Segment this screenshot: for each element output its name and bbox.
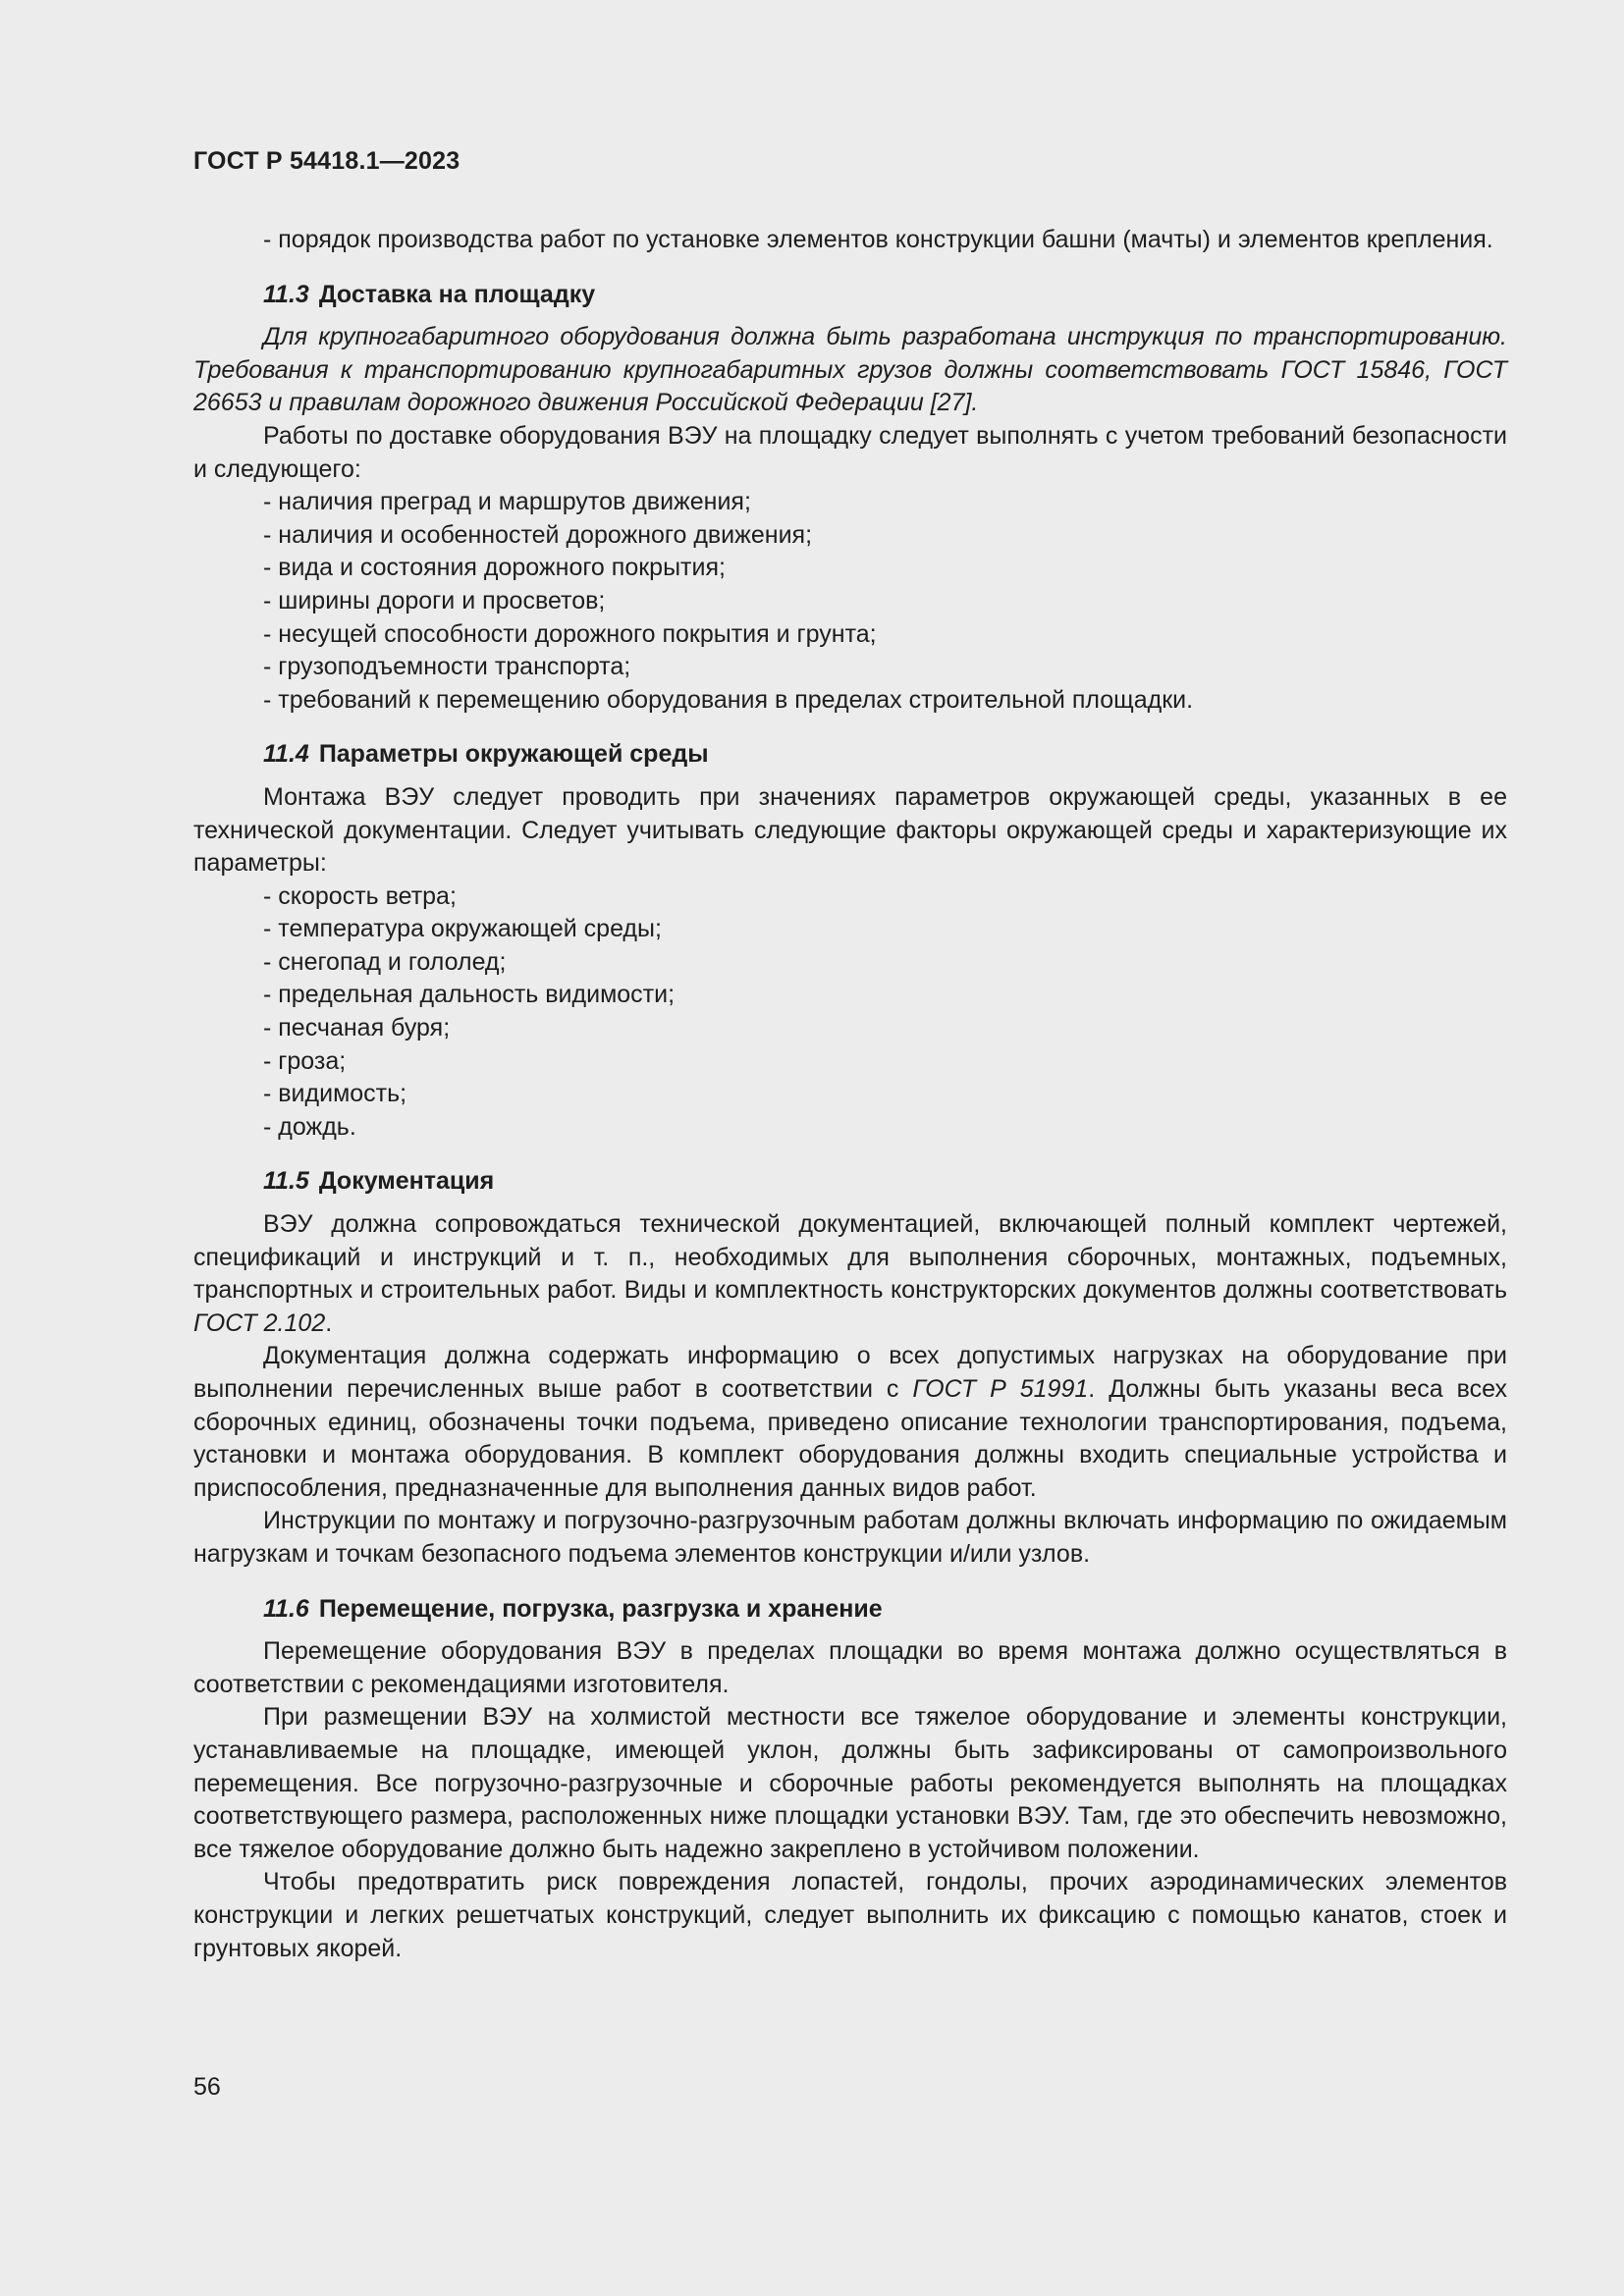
paragraph [193,1340,1507,1505]
paragraph: Монтажа ВЭУ следует проводить при значениях параметров окружающей среды, указанных в ее технической документации. Следует учитывать следующие факторы окружающей среды и характеризующие их параметры: [193,782,1507,878]
list-item: - требований к перемещению оборудования в пределах строительной площадки. [263,685,1194,714]
section-number: 11.5 [263,1167,309,1196]
document-code-header: ГОСТ Р 54418.1—2023 [193,147,460,175]
section-title: Документация [318,1167,495,1196]
paragraph-text: . [325,1308,333,1337]
list-item: - дождь. [263,1112,356,1141]
page-number: 56 [193,2073,221,2101]
standard-reference: ГОСТ Р 51991 [912,1375,1089,1403]
paragraph: Перемещение оборудования ВЭУ в пределах площадки во время монтажа должно осуществляться в соответствии с рекомендациями изготовителя. [193,1637,1507,1698]
paragraph-text: ВЭУ должна сопровождаться технической документацией, включающей полный комплект чертежей, спецификаций и инструкций и т. п., необходимых для выполнения сборочных, монтажных, подъемных, транспортных и строительных работ. Виды и комплектность конструкторских документов должны соответствовать [193,1210,1507,1305]
list-item: - несущей способности дорожного покрытия и грунта; [263,619,877,648]
paragraph: Работы по доставке оборудования ВЭУ на площадку следует выполнять с учетом требований безопасности и следующего: [193,421,1507,483]
page-content [193,224,1507,1965]
section-number: 11.4 [263,740,309,769]
section-title: Параметры окружающей среды [318,740,709,769]
paragraph-text: . Должны быть указаны веса всех сборочных единиц, обозначены точки подъема, приведено описание технологии транспортирования, подъема, установки и монтажа оборудования. В комплект оборудования должны входить специальные устройства и приспособления, предназначенные для выполнения данных видов работ. [193,1375,1507,1502]
paragraph: Чтобы предотвратить риск повреждения лопастей, гондолы, прочих аэродинамических элементов конструкции и легких решетчатых конструкций, следует выполнить их фиксацию с помощью канатов, стоек и грунтовых якорей. [193,1868,1507,1962]
list-item: - песчаная буря; [263,1014,451,1042]
list-item: - наличия преград и маршрутов движения; [263,488,751,516]
list-item: - вида и состояния дорожного покрытия; [263,554,726,582]
section-number: 11.6 [263,1594,309,1623]
section-title: Доставка на площадку [318,280,596,308]
section-heading-11-5 [263,1165,1507,1199]
bullet-list [193,486,1507,717]
paragraph-text: Документация должна содержать информацию о всех допустимых нагрузках на оборудование при выполнении перечисленных выше работ в соответствии с [193,1342,1507,1403]
list-item: - температура окружающей среды; [263,915,662,943]
paragraph: Инструкции по монтажу и погрузочно-разгрузочным работам должны включать информацию по ожидаемым нагрузкам и точкам безопасного подъема элементов конструкции и/или узлов. [193,1507,1507,1568]
bullet-list [193,881,1507,1145]
list-item: - видимость; [263,1080,407,1108]
paragraph: При размещении ВЭУ на холмистой местности все тяжелое оборудование и элементы конструкции, устанавливаемые на площадке, имеющей уклон, должны быть зафиксированы от самопроизвольного перемещения. Все погрузочно-разгрузочные и сборочные работы рекомендуется выполнять на площадках соответствующего размера, расположенных ниже площадки установки ВЭУ. Там, где это обеспечить невозможно, все тяжелое оборудование должно быть надежно закреплено в устойчивом положении. [193,1703,1507,1863]
list-item: - снегопад и гололед; [263,947,507,976]
paragraph: Для крупногабаритного оборудования должна быть разработана инструкция по транспортированию. Требования к транспортированию крупногабаритных грузов должны соответствовать ГОСТ 15846, ГОСТ 26653 и правилам дорожного движения Российской Федерации [27]. [193,323,1507,417]
section-title: Перемещение, погрузка, разгрузка и хранение [318,1594,883,1623]
section-heading-11-4 [263,738,1507,772]
list-item: - скорость ветра; [263,881,457,910]
section-heading-11-3 [263,279,1507,312]
list-item: - грузоподъемности транспорта; [263,653,631,681]
section-heading-11-6 [263,1593,1507,1627]
list-item: - наличия и особенностей дорожного движения; [263,520,813,549]
paragraph [193,1208,1507,1340]
section-number: 11.3 [263,280,309,308]
standard-reference: ГОСТ 2.102 [193,1308,326,1337]
list-item: - ширины дороги и просветов; [263,586,606,614]
list-item: - гроза; [263,1046,347,1075]
intro-list-item: - порядок производства работ по установке элементов конструкции башни (мачты) и элементов крепления. [263,226,1493,253]
list-item: - предельная дальность видимости; [263,981,676,1009]
